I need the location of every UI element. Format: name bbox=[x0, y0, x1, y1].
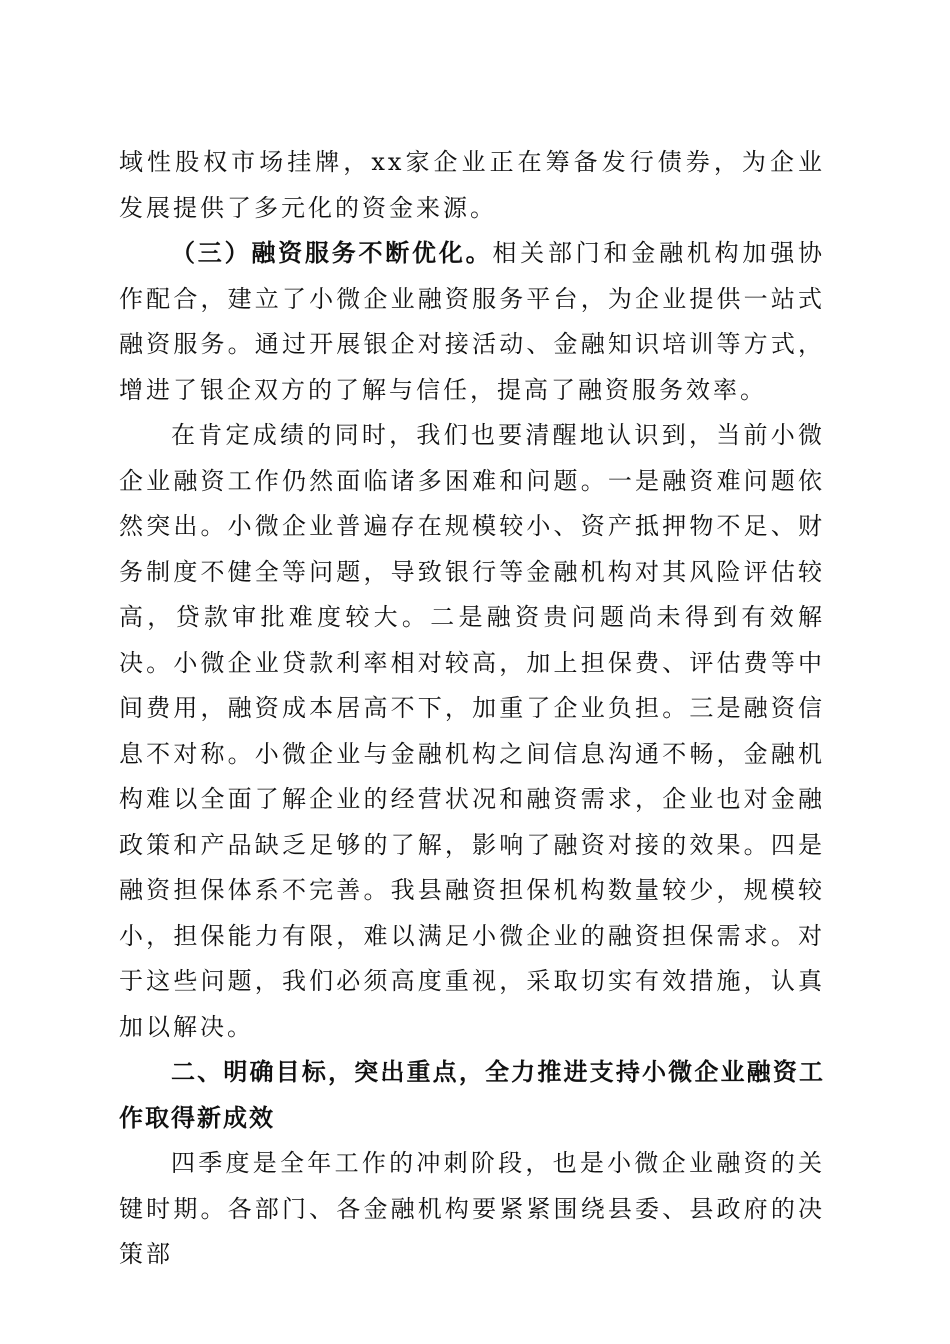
paragraph-financing-service bbox=[119, 231, 825, 413]
paragraph-text: 四季度是全年工作的冲刺阶段，也是小微企业融资的关键时期。各部门、各金融机构要紧紧围绕县委、县政府的决策部 bbox=[119, 1149, 825, 1268]
paragraph-lead: （三）融资服务不断优化。 bbox=[171, 239, 493, 267]
paragraph-text: 相关部门和金融机构加强协作配合，建立了小微企业融资服务平台，为企业提供一站式融资服务。通过开展银企对接活动、金融知识培训等方式，增进了银企双方的了解与信任，提高了融资服务效率。 bbox=[119, 239, 825, 404]
paragraph-text: 域性股权市场挂牌，xx家企业正在筹备发行债券，为企业发展提供了多元化的资金来源。 bbox=[119, 148, 825, 222]
section-heading: 二、明确目标，突出重点，全力推进支持小微企业融资工作取得新成效 bbox=[119, 1058, 825, 1132]
paragraph-fourth-quarter bbox=[119, 1141, 825, 1278]
paragraph-text: 在肯定成绩的同时，我们也要清醒地认识到，当前小微企业融资工作仍然面临诸多困难和问题。一是融资难问题依然突出。小微企业普遍存在规模较小、资产抵押物不足、财务制度不健全等问题，导致银行等金融机构对其风险评估较高，贷款审批难度较大。二是融资贵问题尚未得到有效解决。小微企业贷款利率相对较高，加上担保费、评估费等中间费用，融资成本居高不下，加重了企业负担。三是融资信息不对称。小微企业与金融机构之间信息沟通不畅，金融机构难以全面了解企业的经营状况和融资需求，企业也对金融政策和产品缺乏足够的了解，影响了融资对接的效果。四是融资担保体系不完善。我县融资担保机构数量较少，规模较小，担保能力有限，难以满足小微企业的融资担保需求。对于这些问题，我们必须高度重视，采取切实有效措施，认真加以解决。 bbox=[119, 421, 825, 1041]
document-body bbox=[119, 140, 825, 1278]
paragraph-continued bbox=[119, 140, 825, 231]
paragraph-problems bbox=[119, 413, 825, 1050]
